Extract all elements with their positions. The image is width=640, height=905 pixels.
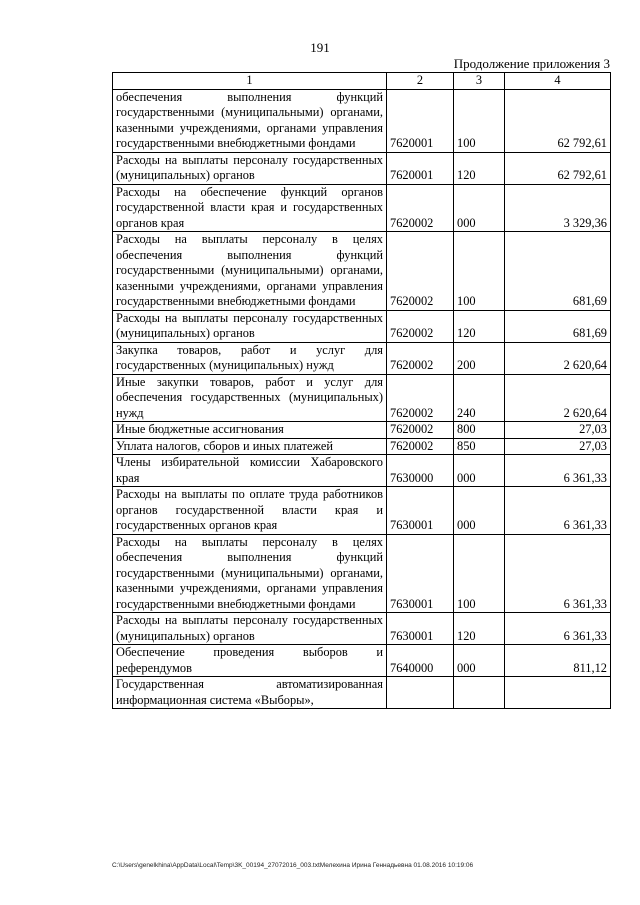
table-row <box>113 152 611 184</box>
table-row <box>113 534 611 613</box>
table-row <box>113 89 611 152</box>
row-name-cell: Иные закупки товаров, работ и услуг для обеспечения государственных (муниципальных) нужд <box>113 374 387 422</box>
table-row <box>113 438 611 455</box>
row-sum-cell: 681,69 <box>505 310 611 342</box>
row-name-cell: Уплата налогов, сборов и иных платежей <box>113 438 387 455</box>
row-kvr-cell: 240 <box>454 374 505 422</box>
row-name-cell: Расходы на выплаты персоналу государственных (муниципальных) органов <box>113 152 387 184</box>
row-sum-cell: 6 361,33 <box>505 487 611 535</box>
row-code-cell: 7620002 <box>387 438 454 455</box>
row-kvr-cell <box>454 677 505 709</box>
table-row <box>113 184 611 232</box>
row-kvr-cell: 000 <box>454 455 505 487</box>
table-row <box>113 374 611 422</box>
row-code-cell <box>387 677 454 709</box>
row-name-cell: Расходы на обеспечение функций органов государственной власти края и государственных органов края <box>113 184 387 232</box>
row-code-cell: 7630001 <box>387 534 454 613</box>
row-sum-cell: 62 792,61 <box>505 152 611 184</box>
row-kvr-cell: 000 <box>454 645 505 677</box>
page-number: 191 <box>310 40 330 55</box>
row-name-cell: Расходы на выплаты по оплате труда работников органов государственной власти края и государственных органов края <box>113 487 387 535</box>
row-sum-cell: 27,03 <box>505 422 611 439</box>
row-kvr-cell: 800 <box>454 422 505 439</box>
budget-table <box>112 72 611 709</box>
row-kvr-cell: 000 <box>454 184 505 232</box>
row-code-cell: 7630001 <box>387 613 454 645</box>
header-col-2: 2 <box>387 73 454 90</box>
row-code-cell: 7620002 <box>387 232 454 311</box>
row-sum-cell <box>505 677 611 709</box>
row-kvr-cell: 100 <box>454 534 505 613</box>
row-name-cell: Члены избирательной комиссии Хабаровского края <box>113 455 387 487</box>
row-code-cell: 7620002 <box>387 422 454 439</box>
table-header-row <box>113 73 611 90</box>
table-row <box>113 677 611 709</box>
row-code-cell: 7640000 <box>387 645 454 677</box>
row-kvr-cell: 000 <box>454 487 505 535</box>
row-sum-cell: 2 620,64 <box>505 342 611 374</box>
row-sum-cell: 811,12 <box>505 645 611 677</box>
row-kvr-cell: 100 <box>454 89 505 152</box>
footer-file-path: C:\Users\genelkhina\AppData\Local\Temp\3K_00194_27072016_003.txtМелехина Ирина Геннадьевна 01.08.2016 10:19:06 <box>112 862 474 869</box>
row-code-cell: 7620002 <box>387 374 454 422</box>
row-sum-cell: 6 361,33 <box>505 534 611 613</box>
row-code-cell: 7620001 <box>387 89 454 152</box>
row-sum-cell: 681,69 <box>505 232 611 311</box>
row-name-cell: Расходы на выплаты персоналу государственных (муниципальных) органов <box>113 613 387 645</box>
table-row <box>113 422 611 439</box>
row-sum-cell: 3 329,36 <box>505 184 611 232</box>
row-code-cell: 7630001 <box>387 487 454 535</box>
continuation-label: Продолжение приложения 3 <box>453 56 610 71</box>
table-row <box>113 613 611 645</box>
row-name-cell: Расходы на выплаты персоналу государственных (муниципальных) органов <box>113 310 387 342</box>
row-code-cell: 7620001 <box>387 152 454 184</box>
table-row <box>113 487 611 535</box>
row-code-cell: 7620002 <box>387 310 454 342</box>
row-kvr-cell: 100 <box>454 232 505 311</box>
row-name-cell: Расходы на выплаты персоналу в целях обеспечения выполнения функций государственными (муниципальными) органами, казенными учреждениями, органами управления государственными внебюджетными фондами <box>113 534 387 613</box>
table-row <box>113 645 611 677</box>
row-code-cell: 7620002 <box>387 184 454 232</box>
row-sum-cell: 62 792,61 <box>505 89 611 152</box>
table-row <box>113 232 611 311</box>
row-name-cell: Государственная автоматизированная информационная система «Выборы», <box>113 677 387 709</box>
row-code-cell: 7630000 <box>387 455 454 487</box>
row-sum-cell: 27,03 <box>505 438 611 455</box>
row-kvr-cell: 850 <box>454 438 505 455</box>
row-name-cell: Расходы на выплаты персоналу в целях обеспечения выполнения функций государственными (муниципальными) органами, казенными учреждениями, органами управления государственными внебюджетными фондами <box>113 232 387 311</box>
row-code-cell: 7620002 <box>387 342 454 374</box>
row-name-cell: обеспечения выполнения функций государственными (муниципальными) органами, казенными учреждениями, органами управления государственными внебюджетными фондами <box>113 89 387 152</box>
header-col-3: 3 <box>454 73 505 90</box>
row-name-cell: Обеспечение проведения выборов и референдумов <box>113 645 387 677</box>
table-row <box>113 342 611 374</box>
table-row <box>113 455 611 487</box>
row-sum-cell: 6 361,33 <box>505 613 611 645</box>
table-row <box>113 310 611 342</box>
row-name-cell: Иные бюджетные ассигнования <box>113 422 387 439</box>
row-sum-cell: 2 620,64 <box>505 374 611 422</box>
row-kvr-cell: 200 <box>454 342 505 374</box>
row-kvr-cell: 120 <box>454 152 505 184</box>
header-col-4: 4 <box>505 73 611 90</box>
row-kvr-cell: 120 <box>454 310 505 342</box>
row-sum-cell: 6 361,33 <box>505 455 611 487</box>
row-name-cell: Закупка товаров, работ и услуг для государственных (муниципальных) нужд <box>113 342 387 374</box>
row-kvr-cell: 120 <box>454 613 505 645</box>
header-col-1: 1 <box>113 73 387 90</box>
